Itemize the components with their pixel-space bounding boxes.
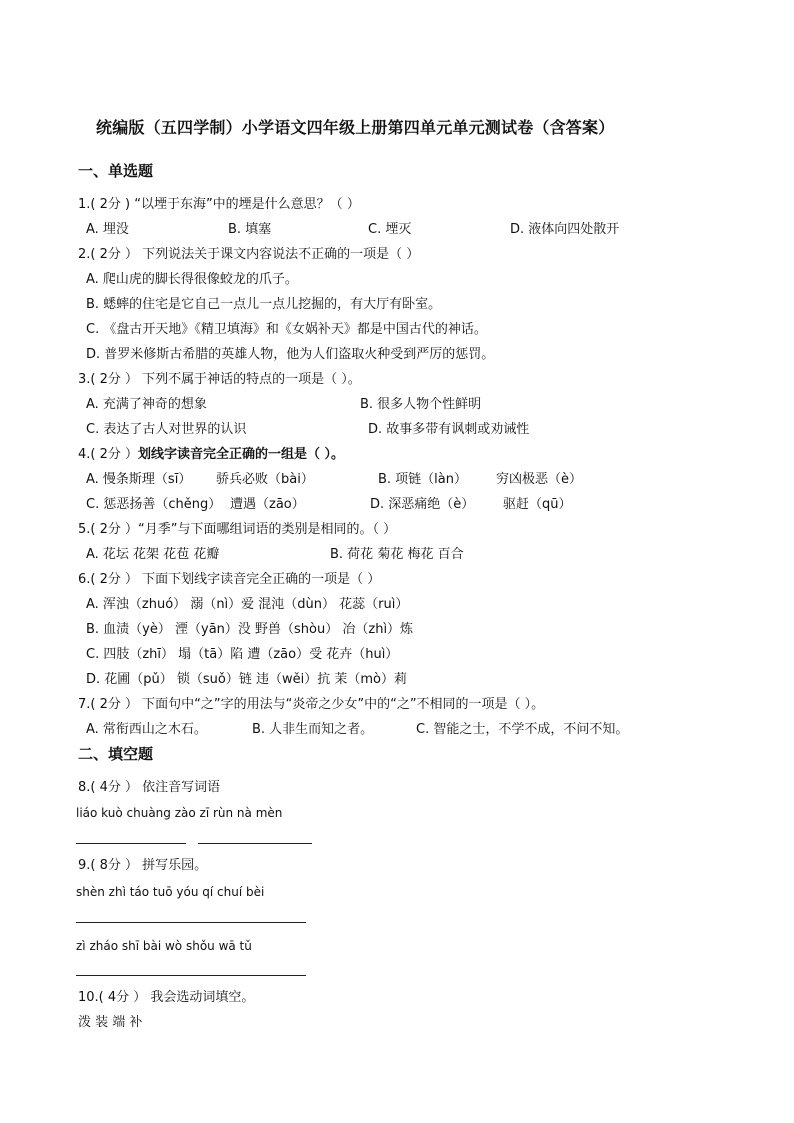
question-4-stem xyxy=(78,446,344,464)
question-4-stem-prefix: 4.( 2分 ） xyxy=(78,447,139,462)
question-1-option-a: A. 埋没 xyxy=(86,222,129,237)
question-7-option-b: B. 人非生而知之者。 xyxy=(252,722,374,737)
question-7-option-a: A. 常衔西山之木石。 xyxy=(86,722,207,737)
question-7-option-c: C. 智能之士，不学不成，不问不知。 xyxy=(416,722,629,737)
section-heading-single-choice: 一、单选题 xyxy=(78,162,154,180)
question-4-option-c1: C. 惩恶扬善（chěng） xyxy=(86,497,222,512)
question-4-option-c2: 遭遇（zāo） xyxy=(230,497,305,512)
question-2-option-a: A. 爬山虎的脚长得很像蛟龙的爪子。 xyxy=(86,272,298,287)
question-5-option-b: B. 荷花 菊花 梅花 百合 xyxy=(330,547,464,562)
answer-line[interactable] xyxy=(76,922,306,923)
question-10-word-options: 泼 装 端 补 xyxy=(78,1015,143,1030)
question-3-option-c: C. 表达了古人对世界的认识 xyxy=(86,422,247,437)
answer-line[interactable] xyxy=(198,843,312,844)
question-9-pinyin-row-2: zì zháo shī bài wò shǒu wā tǔ xyxy=(76,939,252,953)
question-4-option-b2: 穷凶极恶（è） xyxy=(496,472,582,487)
question-10-stem: 10.( 4分 ） 我会选动词填空。 xyxy=(78,990,255,1005)
question-2-option-d: D. 普罗米修斯古希腊的英雄人物，他为人们盗取火种受到严厉的惩罚。 xyxy=(86,347,495,362)
question-3-option-d: D. 故事多带有讽刺或劝诫性 xyxy=(368,422,530,437)
page-title: 统编版（五四学制）小学语文四年级上册第四单元单元测试卷（含答案） xyxy=(96,118,615,137)
question-6-option-b: B. 血渍（yè） 湮（yān）没 野兽（shòu） 冶（zhì）炼 xyxy=(86,622,414,637)
question-1-option-c: C. 堙灭 xyxy=(368,222,412,237)
question-9-stem: 9.( 8分 ） 拼写乐园。 xyxy=(78,858,208,873)
section-heading-fill-in: 二、填空题 xyxy=(78,745,154,763)
question-4-option-a2: 骄兵必败（bài） xyxy=(216,472,314,487)
question-1-stem: 1.( 2分 ) “以堙于东海”中的堙是什么意思？（ ） xyxy=(78,197,360,212)
question-4-option-a1: A. 慢条斯理（sī） xyxy=(86,472,192,487)
question-5-stem: 5.( 2分 ）“月季”与下面哪组词语的类别是相同的。（ ） xyxy=(78,522,397,537)
question-4-stem-text: 划线字读音完全正确的一组是（ ）。 xyxy=(138,447,345,462)
question-2-option-c: C. 《盘古开天地》《精卫填海》和《女娲补天》都是中国古代的神话。 xyxy=(86,322,487,337)
question-6-option-a: A. 浑浊（zhuó） 溺（nì）爱 混沌（dùn） 花蕊（ruì） xyxy=(86,597,409,612)
question-2-stem: 2.( 2分 ） 下列说法关于课文内容说法不正确的一项是（ ） xyxy=(78,247,420,262)
question-1-option-b: B. 填塞 xyxy=(228,222,272,237)
question-6-stem: 6.( 2分 ） 下面下划线字读音完全正确的一项是（ ） xyxy=(78,572,381,587)
question-5-option-a: A. 花坛 花架 花苞 花瓣 xyxy=(86,547,220,562)
question-4-option-d2: 驱赶（qū） xyxy=(503,497,572,512)
question-9-pinyin-row-1: shèn zhì táo tuō yóu qí chuí bèi xyxy=(76,885,265,899)
question-8-pinyin: liáo kuò chuàng zào zī rùn nà mèn xyxy=(76,806,283,820)
answer-line[interactable] xyxy=(76,843,186,844)
question-6-option-c: C. 四肢（zhī） 塌（tā）陷 遭（zāo）受 花卉（huì） xyxy=(86,647,399,662)
question-6-option-d: D. 花圃（pǔ） 锁（suǒ）链 违（wěi）抗 茉（mò）莉 xyxy=(86,672,407,687)
question-8-stem: 8.( 4分 ） 依注音写词语 xyxy=(78,780,221,795)
answer-line[interactable] xyxy=(76,975,306,976)
question-3-stem: 3.( 2分 ） 下列不属于神话的特点的一项是（ ）。 xyxy=(78,372,361,387)
question-7-stem: 7.( 2分 ） 下面句中“之”字的用法与“炎帝之少女”中的“之”不相同的一项是（ ）。 xyxy=(78,697,545,712)
question-4-option-b1: B. 项链（làn） xyxy=(378,472,468,487)
question-3-option-a: A. 充满了神奇的想象 xyxy=(86,397,207,412)
question-4-option-d1: D. 深恶痛绝（è） xyxy=(370,497,475,512)
question-2-option-b: B. 蟋蟀的住宅是它自己一点儿一点儿挖掘的，有大厅有卧室。 xyxy=(86,297,442,312)
question-3-option-b: B. 很多人物个性鲜明 xyxy=(360,397,482,412)
question-1-option-d: D. 液体向四处散开 xyxy=(510,222,620,237)
